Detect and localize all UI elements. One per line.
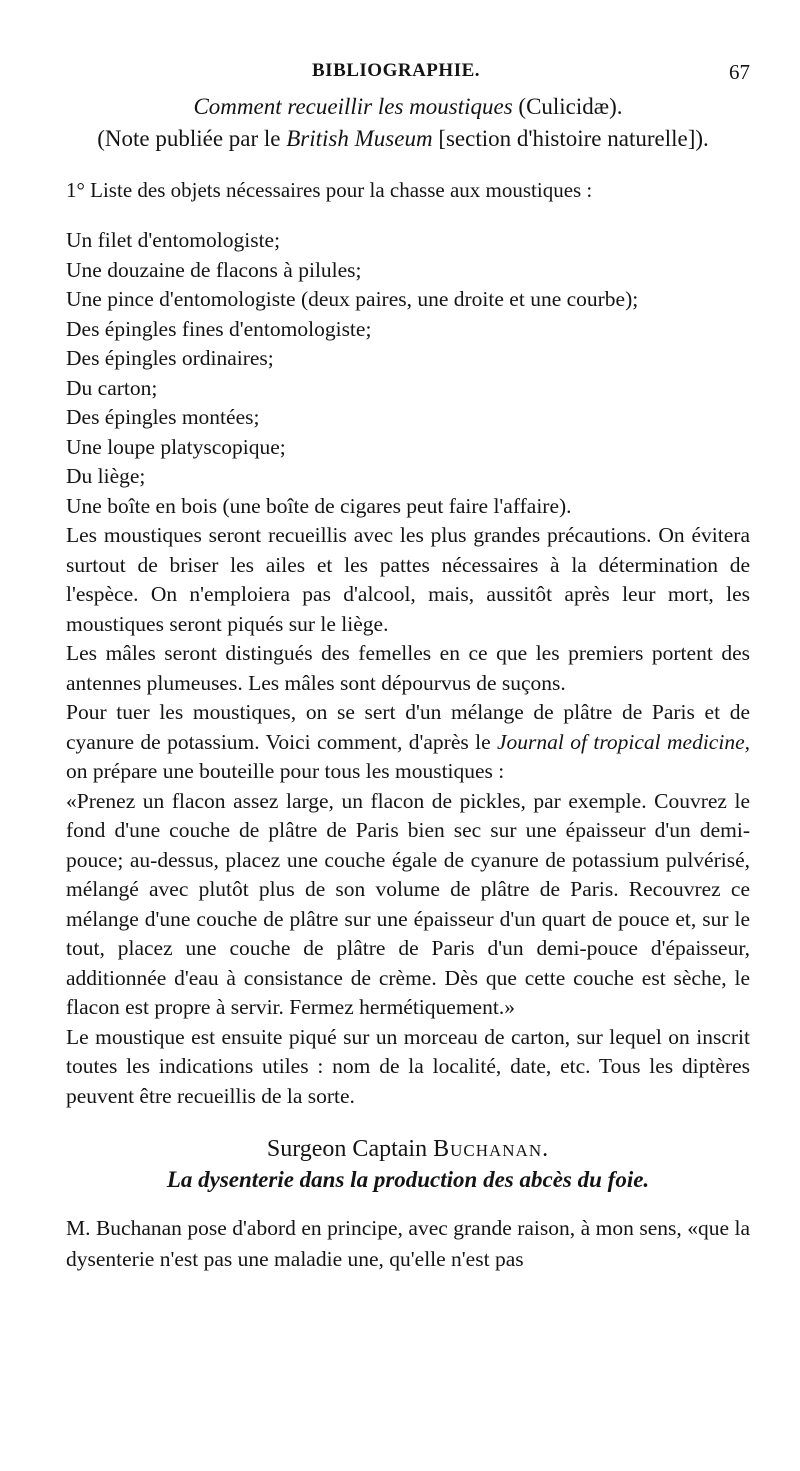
section-title — [66, 92, 750, 122]
paragraph-mounting: Le moustique est ensuite piqué sur un morceau de carton, sur lequel on inscrit toutes les indications utiles : nom de la localité, date, etc. Tous les diptères peuvent être recueillis de la sorte. — [66, 1024, 750, 1108]
source-note-before: (Note publiée par le — [97, 126, 287, 151]
equipment-list — [66, 226, 750, 521]
section-title-rest: (Culicidæ). — [512, 94, 623, 119]
list-item: Une pince d'entomologiste (deux paires, une droite et une courbe); — [66, 287, 639, 311]
source-note-museum: British Museum — [286, 126, 433, 151]
list-item: Une douzaine de flacons à pilules; — [66, 257, 362, 282]
author-prefix: Surgeon Captain — [266, 1136, 434, 1162]
page — [66, 54, 750, 1275]
source-note-after: [section d'histoire naturelle]). — [432, 126, 709, 151]
paragraph-recipe-quote: «Prenez un flacon assez large, un flacon de pickles, par exemple. Couvrez le fond d'une couche de plâtre de Paris bien sec sur une épaisseur d'un demi-pouce; au-dessus, placez une couche égale de cyanure de potassium pulvérisé, mélangé avec plutôt plus de son volume de plâtre de Paris. Recouvrez ce mélange d'une couche de plâtre sur une épaisseur d'un quart de pouce et, sur le tout, placez une couche de plâtre de Paris d'un demi-pouce d'épaisseur, additionnée d'eau à consistance de crème. Dès que cette couche est sèche, le flacon est propre à servir. Fermez hermétiquement.» — [66, 788, 750, 1019]
author-name: Buchanan. — [433, 1136, 550, 1162]
paragraph-buchanan: M. Buchanan pose d'abord en principe, avec grande raison, à mon sens, «que la dysenterie n'est pas une maladie une, qu'elle n'est pas — [66, 1216, 750, 1271]
paragraph-males: Les mâles seront distingués des femelles en ce que les premiers portent des antennes plumeuses. Les mâles sont dépourvus de suçons. — [66, 641, 750, 695]
list-item: Du liège; — [66, 464, 146, 488]
list-item: Des épingles montées; — [66, 405, 260, 429]
list-item: Une loupe platyscopique; — [66, 434, 286, 459]
list-item: Un filet d'entomologiste; — [66, 228, 281, 252]
paragraph-killing-after: on prépare une bouteille pour tous les moustiques : — [66, 759, 505, 783]
paragraph-killing — [66, 698, 750, 787]
list-item: Du carton; — [66, 375, 158, 400]
page-header — [66, 54, 750, 90]
section-title-italic: Comment recueillir les moustiques — [193, 94, 513, 119]
list-intro: 1° Liste des objets nécessaires pour la chasse aux moustiques : — [66, 178, 593, 202]
paragraph-killing-before: Pour tuer les moustiques, on se sert d'un mélange de plâtre de Paris et de cyanure de potassium. Voici comment, d'après le — [66, 700, 750, 754]
list-item: Une boîte en bois (une boîte de cigares peut faire l'affaire). — [66, 493, 572, 518]
author-heading — [66, 1133, 750, 1165]
list-item: Des épingles fines d'entomologiste; — [66, 316, 372, 341]
journal-title: Journal of tropical medicine, — [497, 729, 750, 754]
running-title: BIBLIOGRAPHIE. — [312, 60, 481, 81]
paragraph-precautions: Les moustiques seront recueillis avec les plus grandes précautions. On évitera surtout de briser les ailes et les pattes nécessaires à la détermination de l'espèce. On n'emploiera pas d'alcool, mais, aussitôt après leur mort, les moustiques seront piqués sur le liège. — [66, 523, 750, 636]
source-note — [42, 124, 764, 154]
list-item: Des épingles ordinaires; — [66, 346, 274, 370]
article-title: La dysenterie dans la production des abcès du foie. — [166, 1167, 650, 1192]
page-number: 67 — [729, 60, 750, 84]
